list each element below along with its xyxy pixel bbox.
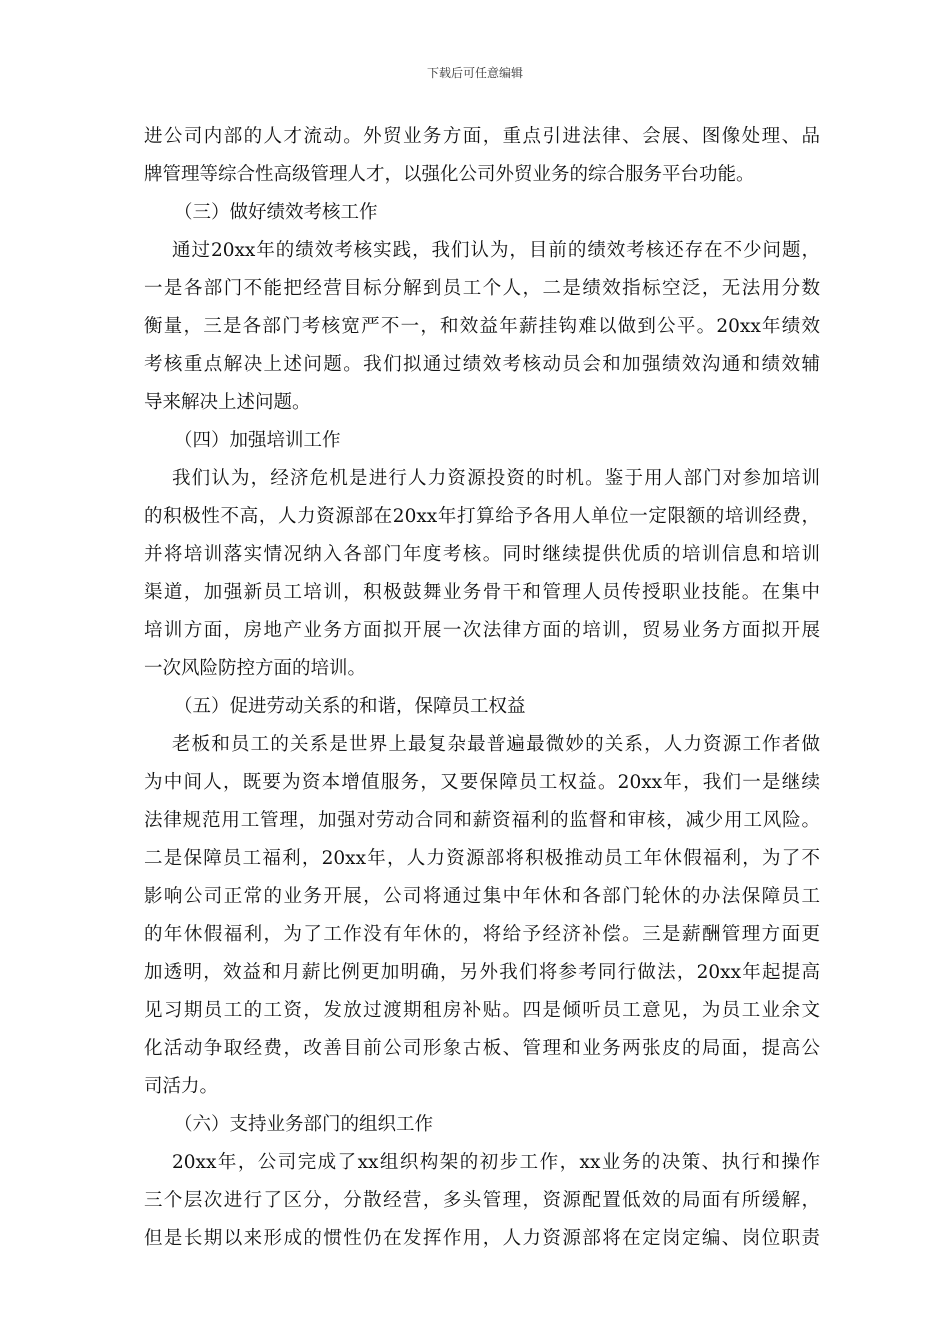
text-line: 衡量，三是各部门考核宽严不一，和效益年薪挂钩难以做到公平。20xx年绩效 — [144, 316, 820, 337]
text-line: 化活动争取经费，改善目前公司形象古板、管理和业务两张皮的局面，提高公 — [144, 1038, 820, 1059]
text-line: 我们认为，经济危机是进行人力资源投资的时机。鉴于用人部门对参加培训 — [172, 468, 820, 489]
document-body — [144, 118, 820, 1258]
section-heading: （五）促进劳动关系的和谐，保障员工权益 — [174, 696, 526, 717]
text-line: 渠道，加强新员工培训，积极鼓舞业务骨干和管理人员传授职业技能。在集中 — [144, 582, 820, 603]
text-line: 导来解决上述问题。 — [144, 392, 311, 413]
text-line: 进公司内部的人才流动。外贸业务方面，重点引进法律、会展、图像处理、品 — [144, 126, 820, 147]
text-line: 影响公司正常的业务开展，公司将通过集中年休和各部门轮休的办法保障员工 — [144, 886, 820, 907]
text-line: 司活力。 — [144, 1076, 219, 1097]
text-line: 的积极性不高，人力资源部在20xx年打算给予各用人单位一定限额的培训经费， — [144, 506, 820, 527]
section-heading: （六）支持业务部门的组织工作 — [174, 1114, 434, 1135]
text-line: 但是长期以来形成的惯性仍在发挥作用，人力资源部将在定岗定编、岗位职责 — [144, 1228, 820, 1249]
text-line: 并将培训落实情况纳入各部门年度考核。同时继续提供优质的培训信息和培训 — [144, 544, 820, 565]
text-line: 培训方面，房地产业务方面拟开展一次法律方面的培训，贸易业务方面拟开展 — [144, 620, 820, 641]
text-line: 20xx年，公司完成了xx组织构架的初步工作，xx业务的决策、执行和操作 — [172, 1152, 820, 1173]
text-line: 通过20xx年的绩效考核实践，我们认为，目前的绩效考核还存在不少问题， — [172, 240, 820, 261]
text-line: 一次风险防控方面的培训。 — [144, 658, 367, 679]
text-line: 二是保障员工福利，20xx年，人力资源部将积极推动员工年休假福利，为了不 — [144, 848, 820, 869]
text-line: 牌管理等综合性高级管理人才，以强化公司外贸业务的综合服务平台功能。 — [144, 164, 755, 185]
page-header-note: 下载后可任意编辑 — [426, 66, 523, 80]
text-line: 为中间人，既要为资本增值服务，又要保障员工权益。20xx年，我们一是继续 — [144, 772, 820, 793]
text-line: 的年休假福利，为了工作没有年休的，将给予经济补偿。三是薪酬管理方面更 — [144, 924, 820, 945]
section-heading: （三）做好绩效考核工作 — [174, 202, 378, 223]
section-heading: （四）加强培训工作 — [174, 430, 341, 451]
text-line: 三个层次进行了区分，分散经营，多头管理，资源配置低效的局面有所缓解， — [144, 1190, 820, 1211]
text-line: 见习期员工的工资，发放过渡期租房补贴。四是倾听员工意见，为员工业余文 — [144, 1000, 820, 1021]
text-line: 加透明，效益和月薪比例更加明确，另外我们将参考同行做法，20xx年起提高 — [144, 962, 820, 983]
text-line: 考核重点解决上述问题。我们拟通过绩效考核动员会和加强绩效沟通和绩效辅 — [144, 354, 820, 375]
text-line: 一是各部门不能把经营目标分解到员工个人，二是绩效指标空泛，无法用分数 — [144, 278, 820, 299]
text-line: 法律规范用工管理，加强对劳动合同和薪资福利的监督和审核，减少用工风险。 — [144, 810, 820, 831]
text-line: 老板和员工的关系是世界上最复杂最普遍最微妙的关系，人力资源工作者做 — [172, 734, 820, 755]
